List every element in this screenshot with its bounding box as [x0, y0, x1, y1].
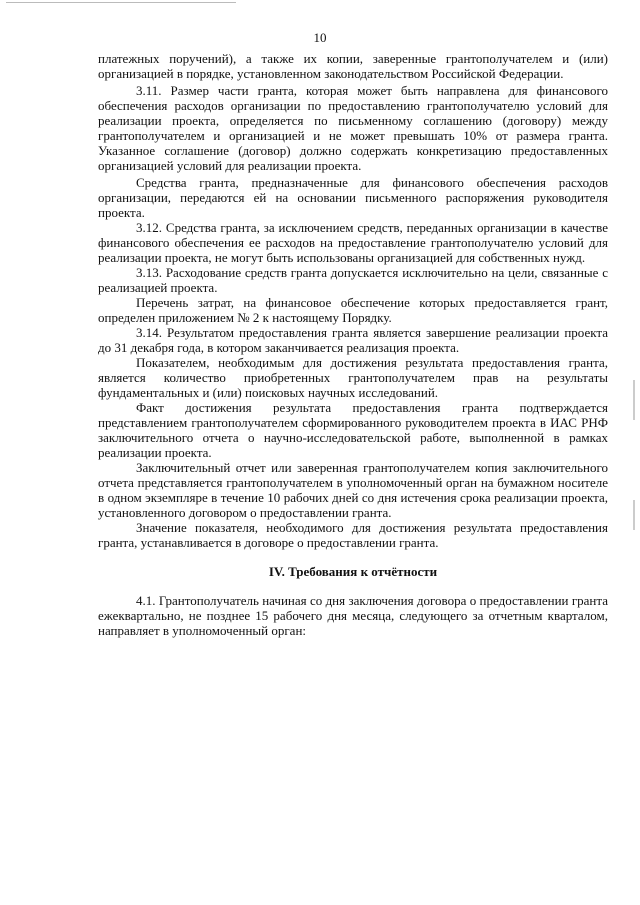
scan-edge-speck — [633, 500, 635, 530]
paragraph-3-11: 3.11. Размер части гранта, которая может быть направлена для финансового обеспечения расходов организации по предоставлению грантополучателю условий для реализации проекта, определяется по письменному соглашению (договору) между грантополучателем и организацией и не может превышать 10% от размера гранта. Указанное соглашение (договор) должно содержать конкретизацию предоставленных организацией условий для реализации проекта. — [98, 83, 608, 173]
paragraph: Показателем, необходимым для достижения результата предоставления гранта, является количество приобретенных грантополучателем прав на результаты фундаментальных и (или) поисковых научных исследований. — [98, 355, 608, 400]
section-heading: IV. Требования к отчётности — [268, 564, 438, 579]
scan-edge-speck — [633, 380, 635, 420]
paragraph: платежных поручений), а также их копии, заверенные грантополучателем и (или) организацией в порядке, установленном законодательством Российской Федерации. — [98, 51, 608, 81]
paragraph: Перечень затрат, на финансовое обеспечение которых предоставляется грант, определен приложением № 2 к настоящему Порядку. — [98, 295, 608, 325]
paragraph: Средства гранта, предназначенные для финансового обеспечения расходов организации, передаются ей на основании письменного распоряжения руководителя проекта. — [98, 175, 608, 220]
paragraph-3-13: 3.13. Расходование средств гранта допускается исключительно на цели, связанные с реализацией проекта. — [98, 265, 608, 295]
paragraph: Заключительный отчет или заверенная грантополучателем копия заключительного отчета представляется грантополучателем в уполномоченный орган на бумажном носителе в одном экземпляре в течение 10 рабочих дней со дня истечения срока реализации проекта, установленного договором о предоставлении гранта. — [98, 460, 608, 520]
paragraph: Значение показателя, необходимого для достижения результата предоставления гранта, устанавливается в договоре о предоставлении гранта. — [98, 520, 608, 550]
paragraph: Факт достижения результата предоставления гранта подтверждается представлением грантополучателем сформированного руководителем проекта в ИАС РНФ заключительного отчета о научно-исследовательской работе, выполненной в рамках реализации проекта. — [98, 400, 608, 460]
scan-edge-mark — [6, 2, 236, 3]
document-body — [98, 51, 608, 638]
page-number: 10 — [313, 30, 327, 45]
paragraph-4-1: 4.1. Грантополучатель начиная со дня заключения договора о предоставлении гранта ежеквартально, не позднее 15 рабочего дня месяца, следующего за отчетным кварталом, направляет в уполномоченный орган: — [98, 593, 608, 638]
paragraph-3-14: 3.14. Результатом предоставления гранта является завершение реализации проекта до 31 декабря года, в котором заканчивается реализация проекта. — [98, 325, 608, 355]
paragraph-3-12: 3.12. Средства гранта, за исключением средств, переданных организации в качестве финансового обеспечения ее расходов на предоставление грантополучателю условий для реализации проекта, не могут быть использованы организацией для собственных нужд. — [98, 220, 608, 265]
